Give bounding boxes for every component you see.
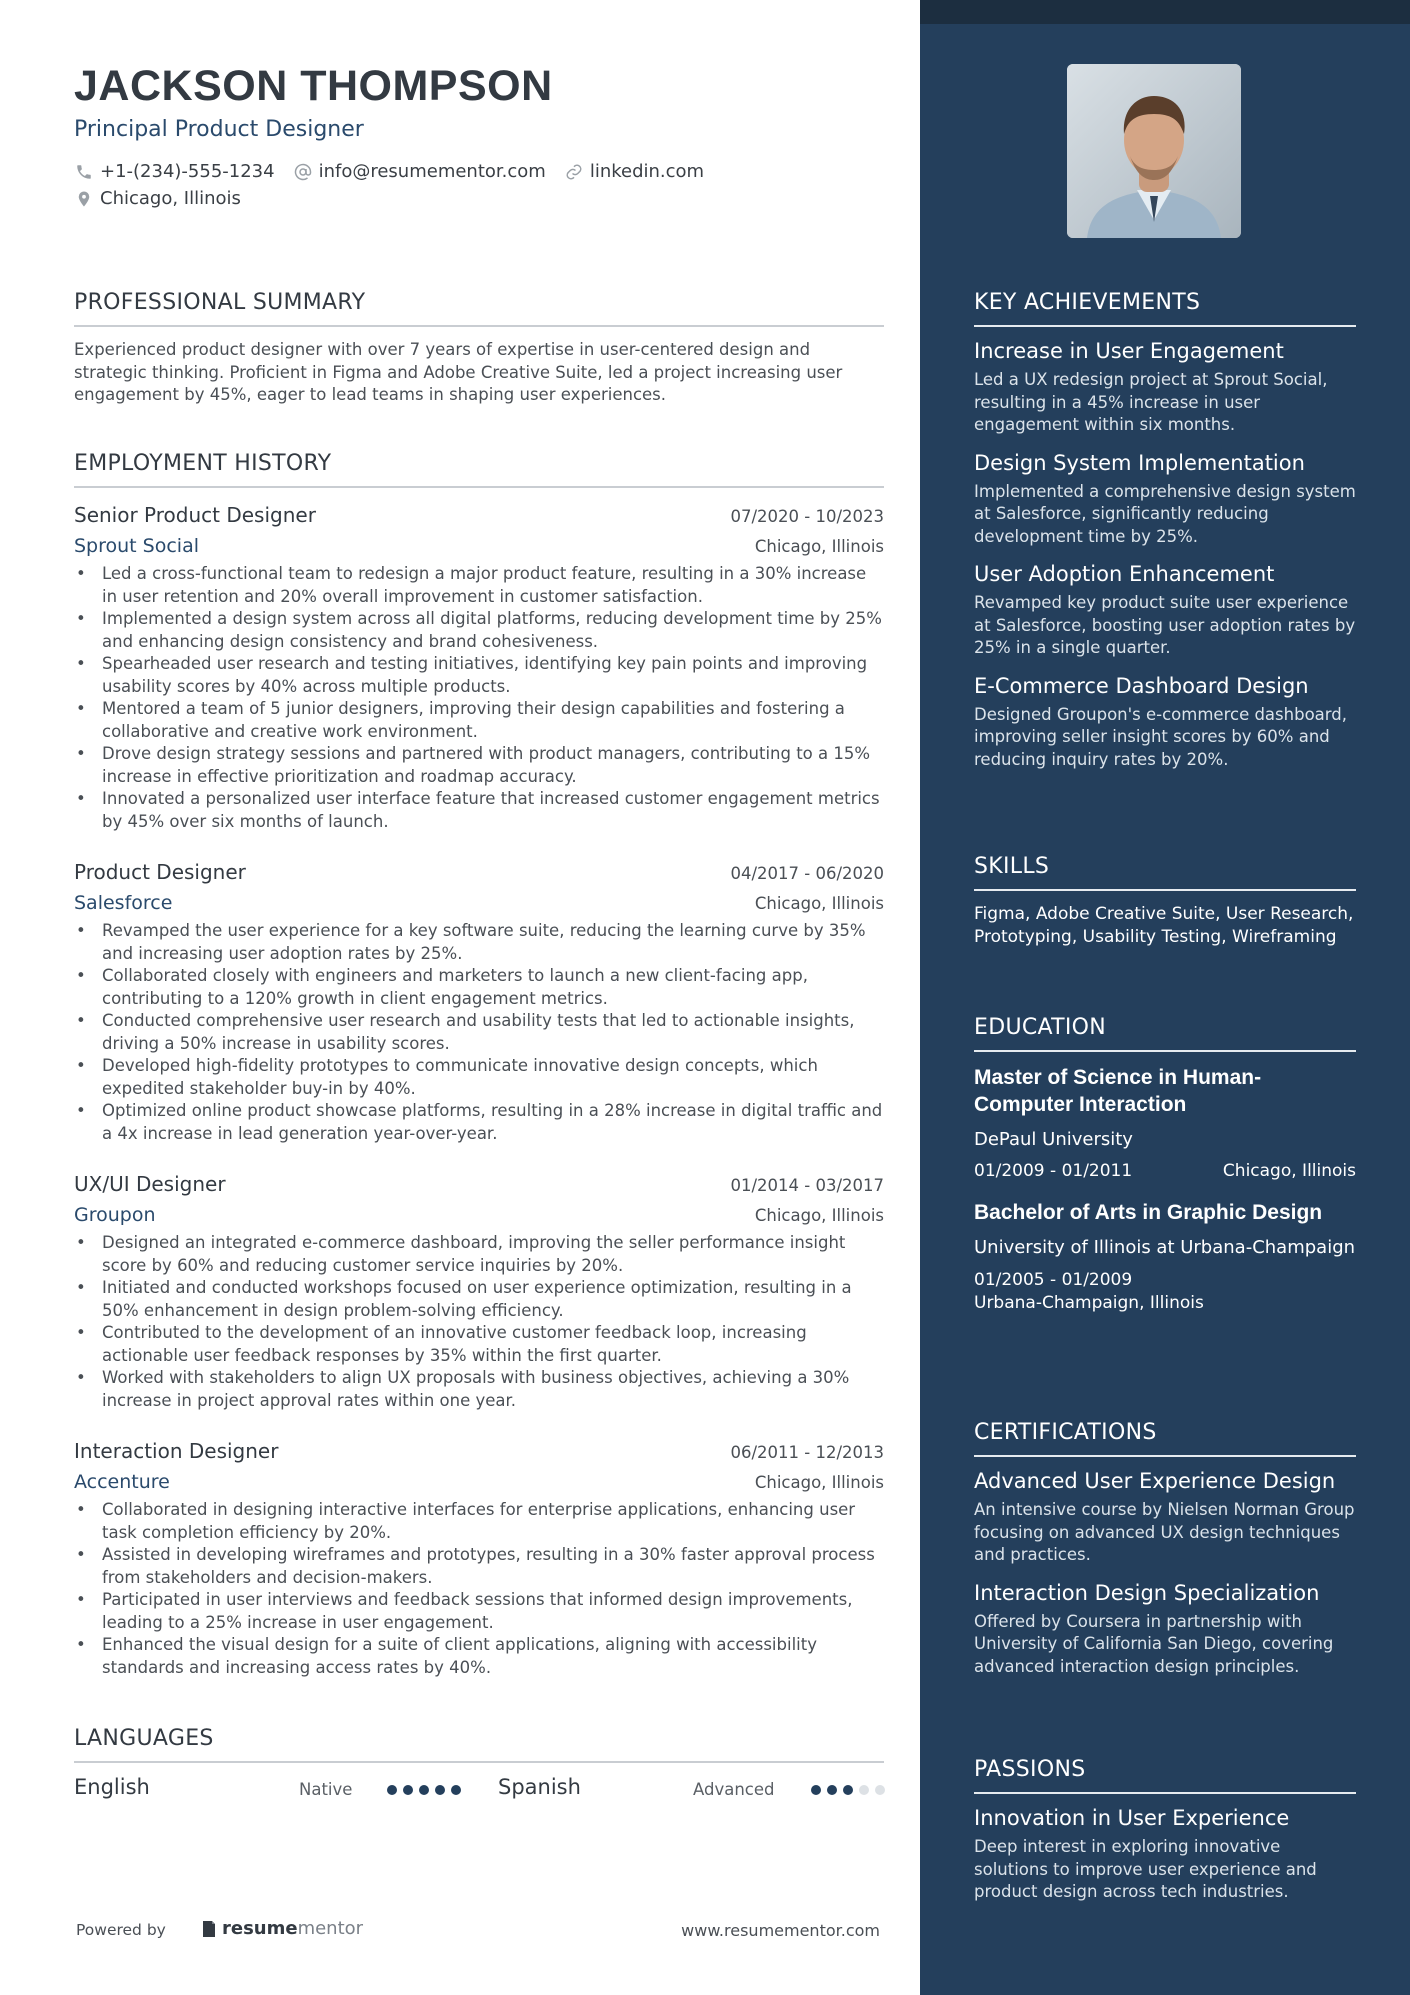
language-level: Native bbox=[299, 1780, 353, 1799]
summary-heading: PROFESSIONAL SUMMARY bbox=[74, 290, 884, 327]
rating-dot-filled bbox=[451, 1785, 461, 1795]
edu-degree: Master of Science in Human-Computer Interaction bbox=[974, 1066, 1262, 1116]
list-item: • Mentored a team of 5 junior designers, improving their design capabilities and fostering a collaborative and creative work environment. bbox=[74, 698, 884, 743]
job-entry bbox=[74, 1172, 884, 1412]
rating-dot-empty bbox=[875, 1785, 885, 1795]
certification-text: Offered by Coursera in partnership with University of California San Diego, covering advanced interaction design principles. bbox=[974, 1611, 1334, 1676]
contact-location bbox=[74, 188, 241, 209]
list-item: • Optimized online product showcase platforms, resulting in a 28% increase in digital traffic and a 4x increase in lead generation year-over-year. bbox=[74, 1100, 884, 1145]
rating-dot-filled bbox=[811, 1785, 821, 1795]
education-heading: EDUCATION bbox=[974, 1015, 1356, 1052]
achievement-title: Increase in User Engagement bbox=[974, 339, 1284, 363]
job-company: Groupon bbox=[74, 1204, 156, 1226]
language-name: Spanish bbox=[498, 1775, 581, 1799]
brand-name-light: mentor bbox=[297, 1918, 364, 1939]
list-item: • Led a cross-functional team to redesign a major product feature, resulting in a 30% increase in user retention and 20% overall improvement in customer satisfaction. bbox=[74, 563, 884, 608]
skills-heading: SKILLS bbox=[974, 854, 1356, 891]
edu-degree: Bachelor of Arts in Graphic Design bbox=[974, 1201, 1323, 1224]
list-item: • Contributed to the development of an innovative customer feedback loop, increasing actionable user feedback responses by 35% within the first quarter. bbox=[74, 1322, 884, 1367]
passion-text: Deep interest in exploring innovative solutions to improve user experience and product design across tech industries. bbox=[974, 1837, 1317, 1901]
job-bullets bbox=[74, 563, 884, 833]
language-rating bbox=[387, 1785, 467, 1795]
language-level: Advanced bbox=[693, 1780, 775, 1799]
rating-dot-filled bbox=[387, 1785, 397, 1795]
job-title: Interaction Designer bbox=[74, 1439, 279, 1463]
linkedin-text[interactable]: linkedin.com bbox=[589, 161, 705, 182]
languages-heading: LANGUAGES bbox=[74, 1726, 884, 1763]
job-location: Chicago, Illinois bbox=[754, 537, 884, 556]
skills-text: Figma, Adobe Creative Suite, User Research, Prototyping, Usability Testing, Wireframing bbox=[974, 904, 1354, 947]
candidate-title: Principal Product Designer bbox=[74, 117, 364, 142]
job-bullets bbox=[74, 1232, 884, 1412]
languages-row bbox=[74, 1775, 884, 1805]
certification-title: Interaction Design Specialization bbox=[974, 1580, 1320, 1605]
at-sign-icon bbox=[293, 162, 313, 182]
location-text: Chicago, Illinois bbox=[100, 188, 241, 209]
job-dates: 06/2011 - 12/2013 bbox=[730, 1443, 884, 1462]
passions-section bbox=[974, 1757, 1356, 1904]
achievement-title: E-Commerce Dashboard Design bbox=[974, 673, 1309, 698]
contact-email bbox=[293, 161, 546, 182]
brand-logo[interactable] bbox=[200, 1918, 363, 1939]
achievement-title: Design System Implementation bbox=[974, 450, 1305, 475]
achievement-title: User Adoption Enhancement bbox=[974, 562, 1275, 586]
achievement-text: Designed Groupon's e-commerce dashboard, improving seller insight scores by 60% and reducing inquiry rates by 20%. bbox=[974, 704, 1347, 769]
languages-section bbox=[74, 1726, 884, 1763]
job-dates: 04/2017 - 06/2020 bbox=[730, 864, 884, 883]
rating-dot-filled bbox=[827, 1785, 837, 1795]
achievement-text: Revamped key product suite user experience at Salesforce, boosting user adoption rates by 25% in a single quarter. bbox=[974, 593, 1356, 657]
certifications-section bbox=[974, 1420, 1356, 1678]
list-item: • Conducted comprehensive user research and usability tests that led to actionable insights, driving a 50% increase in usability scores. bbox=[74, 1010, 884, 1055]
rating-dot-filled bbox=[843, 1785, 853, 1795]
list-item: • Designed an integrated e-commerce dashboard, improving the seller performance insight score by 60% and reducing customer service inquiries by 20%. bbox=[74, 1232, 884, 1277]
list-item: • Collaborated closely with engineers and marketers to launch a new client-facing app, contributing to a 120% growth in client engagement metrics. bbox=[74, 965, 884, 1010]
list-item: • Drove design strategy sessions and partnered with product managers, contributing to a 15% increase in effective prioritization and roadmap accuracy. bbox=[74, 743, 884, 788]
link-icon bbox=[564, 162, 584, 182]
list-item: • Developed high-fidelity prototypes to communicate innovative design concepts, which expedited stakeholder buy-in by 40%. bbox=[74, 1055, 884, 1100]
list-item: • Spearheaded user research and testing initiatives, identifying key pain points and improving usability scores by 40% across multiple products. bbox=[74, 653, 884, 698]
language-rating bbox=[811, 1785, 891, 1795]
brand-name-bold: resume bbox=[222, 1918, 298, 1939]
rating-dot-filled bbox=[419, 1785, 429, 1795]
contact-phone bbox=[74, 161, 275, 182]
rating-dot-filled bbox=[403, 1785, 413, 1795]
edu-dates: 01/2009 - 01/2011 bbox=[974, 1161, 1133, 1181]
employment-section bbox=[74, 451, 884, 488]
employment-heading: EMPLOYMENT HISTORY bbox=[74, 451, 884, 488]
summary-section bbox=[74, 290, 884, 407]
job-location: Chicago, Illinois bbox=[754, 1206, 884, 1225]
phone-text[interactable]: +1-(234)-555-1234 bbox=[100, 161, 275, 182]
location-pin-icon bbox=[74, 189, 94, 209]
job-entry bbox=[74, 860, 884, 1145]
edu-meta bbox=[974, 1161, 1356, 1181]
achievement-text: Led a UX redesign project at Sprout Social, resulting in a 45% increase in user engagement within six months. bbox=[974, 370, 1328, 434]
contact-linkedin bbox=[564, 161, 704, 182]
brand-mark-icon bbox=[200, 1919, 218, 1939]
list-item: • Implemented a design system across all digital platforms, reducing development time by 25% and enhancing design consistency and brand cohesiveness. bbox=[74, 608, 884, 653]
job-company: Accenture bbox=[74, 1471, 170, 1493]
job-title: Senior Product Designer bbox=[74, 503, 316, 527]
candidate-name: JACKSON THOMPSON bbox=[74, 62, 553, 110]
edu-dates: 01/2005 - 01/2009 bbox=[974, 1270, 1133, 1290]
job-title: Product Designer bbox=[74, 860, 246, 884]
achievements-heading: KEY ACHIEVEMENTS bbox=[974, 290, 1356, 327]
rating-dot-empty bbox=[859, 1785, 869, 1795]
achievement-text: Implemented a comprehensive design system at Salesforce, significantly reducing development time by 25%. bbox=[974, 481, 1356, 546]
certifications-heading: CERTIFICATIONS bbox=[974, 1420, 1356, 1457]
job-location: Chicago, Illinois bbox=[754, 894, 884, 913]
education-section bbox=[974, 1015, 1356, 1314]
rating-dot-filled bbox=[435, 1785, 445, 1795]
list-item: • Revamped the user experience for a key software suite, reducing the learning curve by 35% and increasing user adoption rates by 25%. bbox=[74, 920, 884, 965]
certification-title: Advanced User Experience Design bbox=[974, 1469, 1336, 1493]
job-title: UX/UI Designer bbox=[74, 1172, 226, 1196]
language-name: English bbox=[74, 1775, 150, 1799]
job-location: Chicago, Illinois bbox=[754, 1473, 884, 1492]
contact-row-location bbox=[74, 188, 259, 209]
job-bullets bbox=[74, 1499, 884, 1679]
email-text[interactable]: info@resumementor.com bbox=[318, 161, 546, 182]
edu-school: DePaul University bbox=[974, 1129, 1133, 1150]
edu-school: University of Illinois at Urbana-Champaign bbox=[974, 1237, 1356, 1258]
passion-title: Innovation in User Experience bbox=[974, 1806, 1290, 1830]
list-item: • Worked with stakeholders to align UX proposals with business objectives, achieving a 30% increase in project approval rates within one year. bbox=[74, 1367, 884, 1412]
job-entry bbox=[74, 503, 884, 833]
footer bbox=[76, 1918, 880, 1942]
job-dates: 01/2014 - 03/2017 bbox=[730, 1176, 884, 1195]
certification-text: An intensive course by Nielsen Norman Group focusing on advanced UX design techniques and practices. bbox=[974, 1500, 1355, 1564]
job-company: Salesforce bbox=[74, 892, 173, 914]
list-item: • Participated in user interviews and feedback sessions that informed design improvements, leading to a 25% increase in user engagement. bbox=[74, 1589, 884, 1634]
job-company: Sprout Social bbox=[74, 535, 200, 557]
list-item: • Enhanced the visual design for a suite of client applications, aligning with accessibility standards and increasing access rates by 40%. bbox=[74, 1634, 884, 1679]
list-item: • Initiated and conducted workshops focused on user experience optimization, resulting in a 50% enhancement in design problem-solving efficiency. bbox=[74, 1277, 884, 1322]
list-item: • Assisted in developing wireframes and prototypes, resulting in a 30% faster approval process from stakeholders and decision-makers. bbox=[74, 1544, 884, 1589]
sidebar-top-bar bbox=[920, 0, 1410, 24]
phone-icon bbox=[74, 162, 94, 182]
edu-location: Urbana-Champaign, Illinois bbox=[974, 1292, 1204, 1313]
list-item: • Innovated a personalized user interface feature that increased customer engagement metrics by 45% over six months of launch. bbox=[74, 788, 884, 833]
powered-by-label: Powered by bbox=[76, 1921, 166, 1939]
achievements-section bbox=[974, 290, 1356, 771]
job-bullets bbox=[74, 920, 884, 1145]
job-entry bbox=[74, 1439, 884, 1679]
sidebar bbox=[920, 0, 1410, 1995]
website-link[interactable]: www.resumementor.com bbox=[681, 1921, 880, 1940]
contact-row bbox=[74, 161, 722, 182]
passions-heading: PASSIONS bbox=[974, 1757, 1356, 1794]
person-portrait-icon bbox=[1067, 64, 1241, 238]
summary-text: Experienced product designer with over 7 years of expertise in user-centered design and strategic thinking. Proficient in Figma and Adobe Creative Suite, led a project increasing user engagement by 45%, eager to lead teams in shaping user experiences. bbox=[74, 340, 843, 404]
skills-section bbox=[974, 854, 1356, 949]
edu-location: Chicago, Illinois bbox=[1222, 1161, 1356, 1181]
list-item: • Collaborated in designing interactive interfaces for enterprise applications, enhancing user task completion efficiency by 20%. bbox=[74, 1499, 884, 1544]
profile-photo bbox=[1067, 64, 1241, 238]
job-dates: 07/2020 - 10/2023 bbox=[730, 507, 884, 526]
